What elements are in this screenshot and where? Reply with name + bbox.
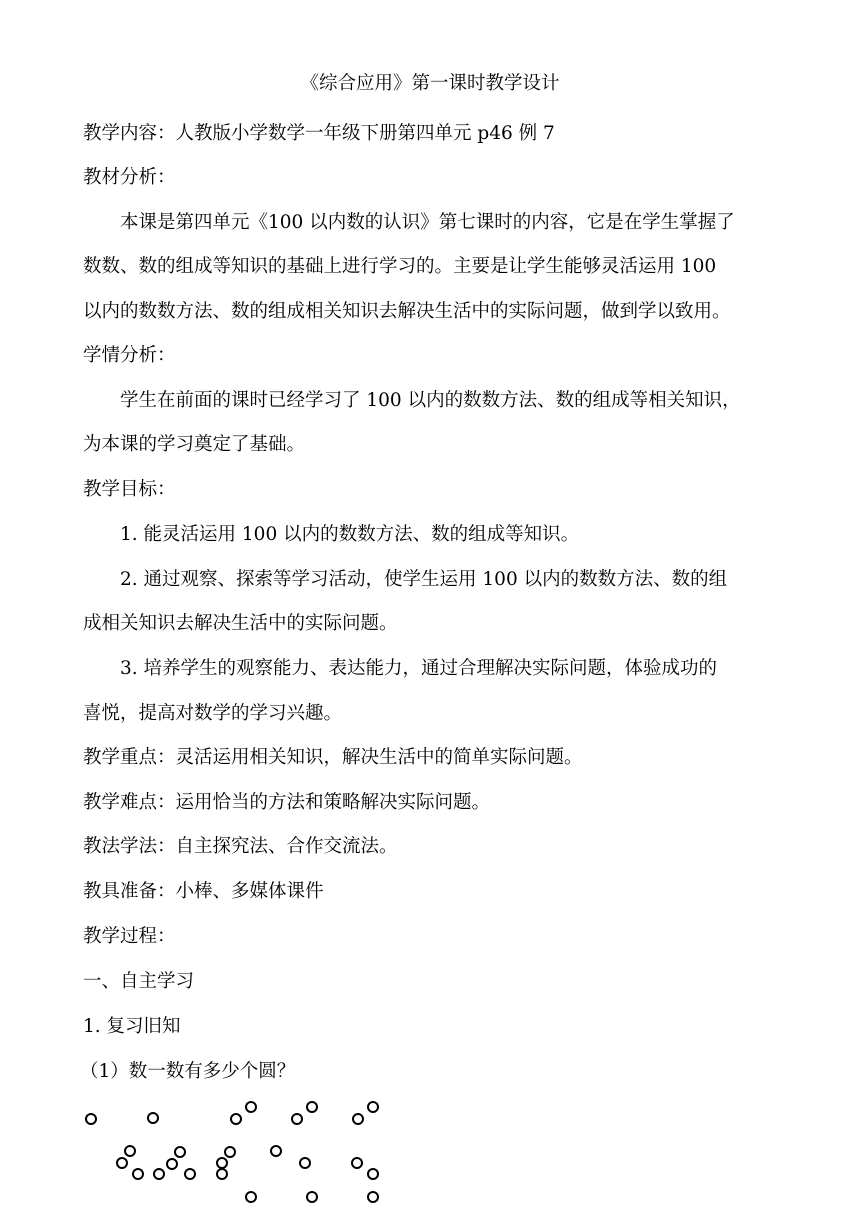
circle-icon — [125, 1146, 135, 1156]
goal-item: 1. 能灵活运用 100 以内的数数方法、数的组成等知识。 — [120, 524, 580, 545]
teaching-content-line: 教学内容：人教版小学数学一年级下册第四单元 p46 例 7 — [83, 123, 555, 144]
circle-icon — [300, 1158, 310, 1168]
goal-item: 3. 培养学生的观察能力、表达能力，通过合理解决实际问题，体验成功的 — [120, 658, 718, 679]
circle-icon — [368, 1192, 378, 1202]
circle-icon — [307, 1192, 317, 1202]
circle-icon — [271, 1146, 281, 1156]
circle-icon — [154, 1169, 164, 1179]
circle-icon — [307, 1102, 317, 1112]
paragraph-line: 为本课的学习奠定了基础。 — [83, 434, 306, 455]
paragraph-line: 以内的数数方法、数的组成相关知识去解决生活中的实际问题，做到学以致用。 — [83, 301, 731, 322]
circles-figure — [0, 1090, 860, 1216]
circle-icon — [133, 1169, 143, 1179]
section-heading: 一、自主学习 — [83, 971, 195, 992]
paragraph-line: 数数、数的组成等知识的基础上进行学习的。主要是让学生能够灵活运用 100 — [83, 256, 717, 277]
circle-icon — [217, 1169, 227, 1179]
teaching-process-heading: 教学过程： — [83, 926, 176, 947]
circle-icon — [353, 1114, 363, 1124]
circle-icon — [368, 1169, 378, 1179]
circle-icon — [175, 1147, 185, 1157]
teaching-focus-line: 教学重点：灵活运用相关知识，解决生活中的简单实际问题。 — [83, 747, 583, 768]
teaching-goals-heading: 教学目标： — [83, 479, 176, 500]
question-line: （1）数一数有多少个圆？ — [80, 1061, 296, 1082]
goal-item-continued: 喜悦，提高对数学的学习兴趣。 — [83, 703, 343, 724]
teaching-methods-line: 教法学法：自主探究法、合作交流法。 — [83, 836, 398, 857]
circle-icon — [246, 1192, 256, 1202]
circle-icon — [185, 1169, 195, 1179]
circle-icon — [148, 1113, 158, 1123]
goal-item-continued: 成相关知识去解决生活中的实际问题。 — [83, 613, 398, 634]
teaching-aids-line: 教具准备：小棒、多媒体课件 — [83, 881, 324, 902]
paragraph-line: 学生在前面的课时已经学习了 100 以内的数数方法、数的组成等相关知识， — [120, 390, 741, 411]
circle-icon — [167, 1159, 177, 1169]
learner-analysis-heading: 学情分析： — [83, 345, 176, 366]
circle-icon — [217, 1158, 227, 1168]
circle-icon — [225, 1147, 235, 1157]
circle-icon — [231, 1114, 241, 1124]
subsection-heading: 1. 复习旧知 — [83, 1016, 181, 1037]
document-title: 《综合应用》第一课时教学设计 — [300, 73, 560, 94]
teaching-difficulty-line: 教学难点：运用恰当的方法和策略解决实际问题。 — [83, 792, 491, 813]
goal-item: 2. 通过观察、探索等学习活动，使学生运用 100 以内的数数方法、数的组 — [120, 569, 728, 590]
circle-icon — [117, 1158, 127, 1168]
material-analysis-heading: 教材分析： — [83, 167, 176, 188]
paragraph-line: 本课是第四单元《100 以内数的认识》第七课时的内容，它是在学生掌握了 — [120, 212, 735, 233]
circle-icon — [86, 1114, 96, 1124]
circle-icon — [246, 1102, 256, 1112]
circle-icon — [292, 1114, 302, 1124]
circle-icon — [352, 1158, 362, 1168]
circle-icon — [368, 1102, 378, 1112]
